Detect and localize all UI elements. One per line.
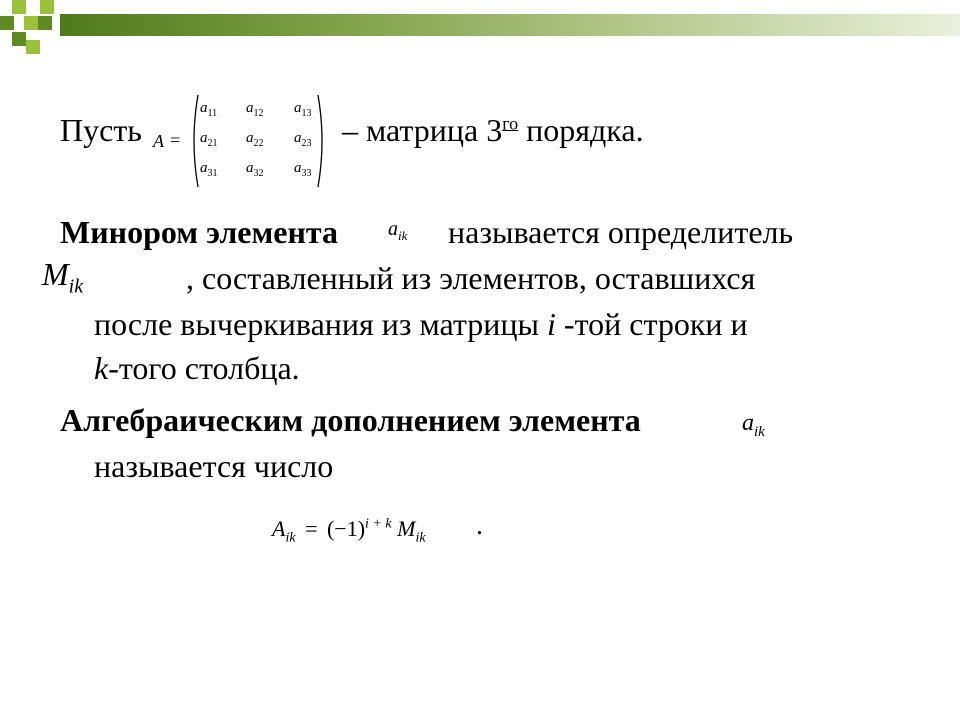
matrix-name: A — [153, 131, 164, 151]
decor-square — [12, 0, 26, 14]
matrix-cell: $a_{12}$ — [246, 100, 264, 119]
minor-def-text-4: k-того столбца. — [94, 350, 300, 386]
matrix-cell: $a_{23}$ — [294, 130, 312, 149]
matrix-cell: $a_{21}$ — [200, 130, 218, 149]
minor-def-text-2: , составленный из элементов, оставшихся — [186, 260, 756, 296]
decor-square — [0, 16, 14, 30]
decor-square — [40, 0, 54, 14]
cofactor-formula: $A_{ik} = (-1)^{i + k}$ $M_{ik}$ — [272, 516, 426, 546]
cofactor-term: Алгебраическим дополнением элемента — [60, 402, 641, 438]
decor-square — [24, 16, 38, 30]
formula-period: . — [476, 510, 483, 541]
element-a-ik: $a_{ik}$ — [388, 218, 408, 243]
matrix-cell: $a_{22}$ — [246, 130, 264, 149]
matrix-3x3 — [188, 92, 328, 190]
matrix-cell: $a_{32}$ — [246, 160, 264, 179]
element-a-ik: $a_{ik}$ — [742, 410, 765, 440]
var-k: k — [94, 350, 109, 386]
matrix-cell: $a_{31}$ — [200, 160, 218, 179]
minor-def-text-1: называется определитель — [448, 214, 794, 250]
decor-square — [26, 40, 40, 54]
matrix-cell: $a_{33}$ — [294, 160, 312, 179]
minor-symbol: $M_{ik}$ — [42, 256, 84, 298]
minor-term: Минором элемента — [60, 214, 339, 250]
matrix-order-text: – матрица $3^{го}$ порядка. — [342, 112, 644, 148]
var-i: i — [547, 306, 556, 342]
let-word: Пусть — [60, 112, 142, 148]
decor-square — [12, 32, 26, 46]
matrix-cell: $a_{11}$ — [200, 100, 218, 119]
decor-square — [38, 16, 52, 30]
header-gradient-band — [60, 14, 960, 36]
cofactor-def-text: называется число — [94, 448, 334, 484]
minor-def-text-3: после вычеркивания из матрицы i -той строки и — [94, 306, 748, 342]
matrix-cell: $a_{13}$ — [294, 100, 312, 119]
equals-sign: = — [170, 130, 181, 150]
